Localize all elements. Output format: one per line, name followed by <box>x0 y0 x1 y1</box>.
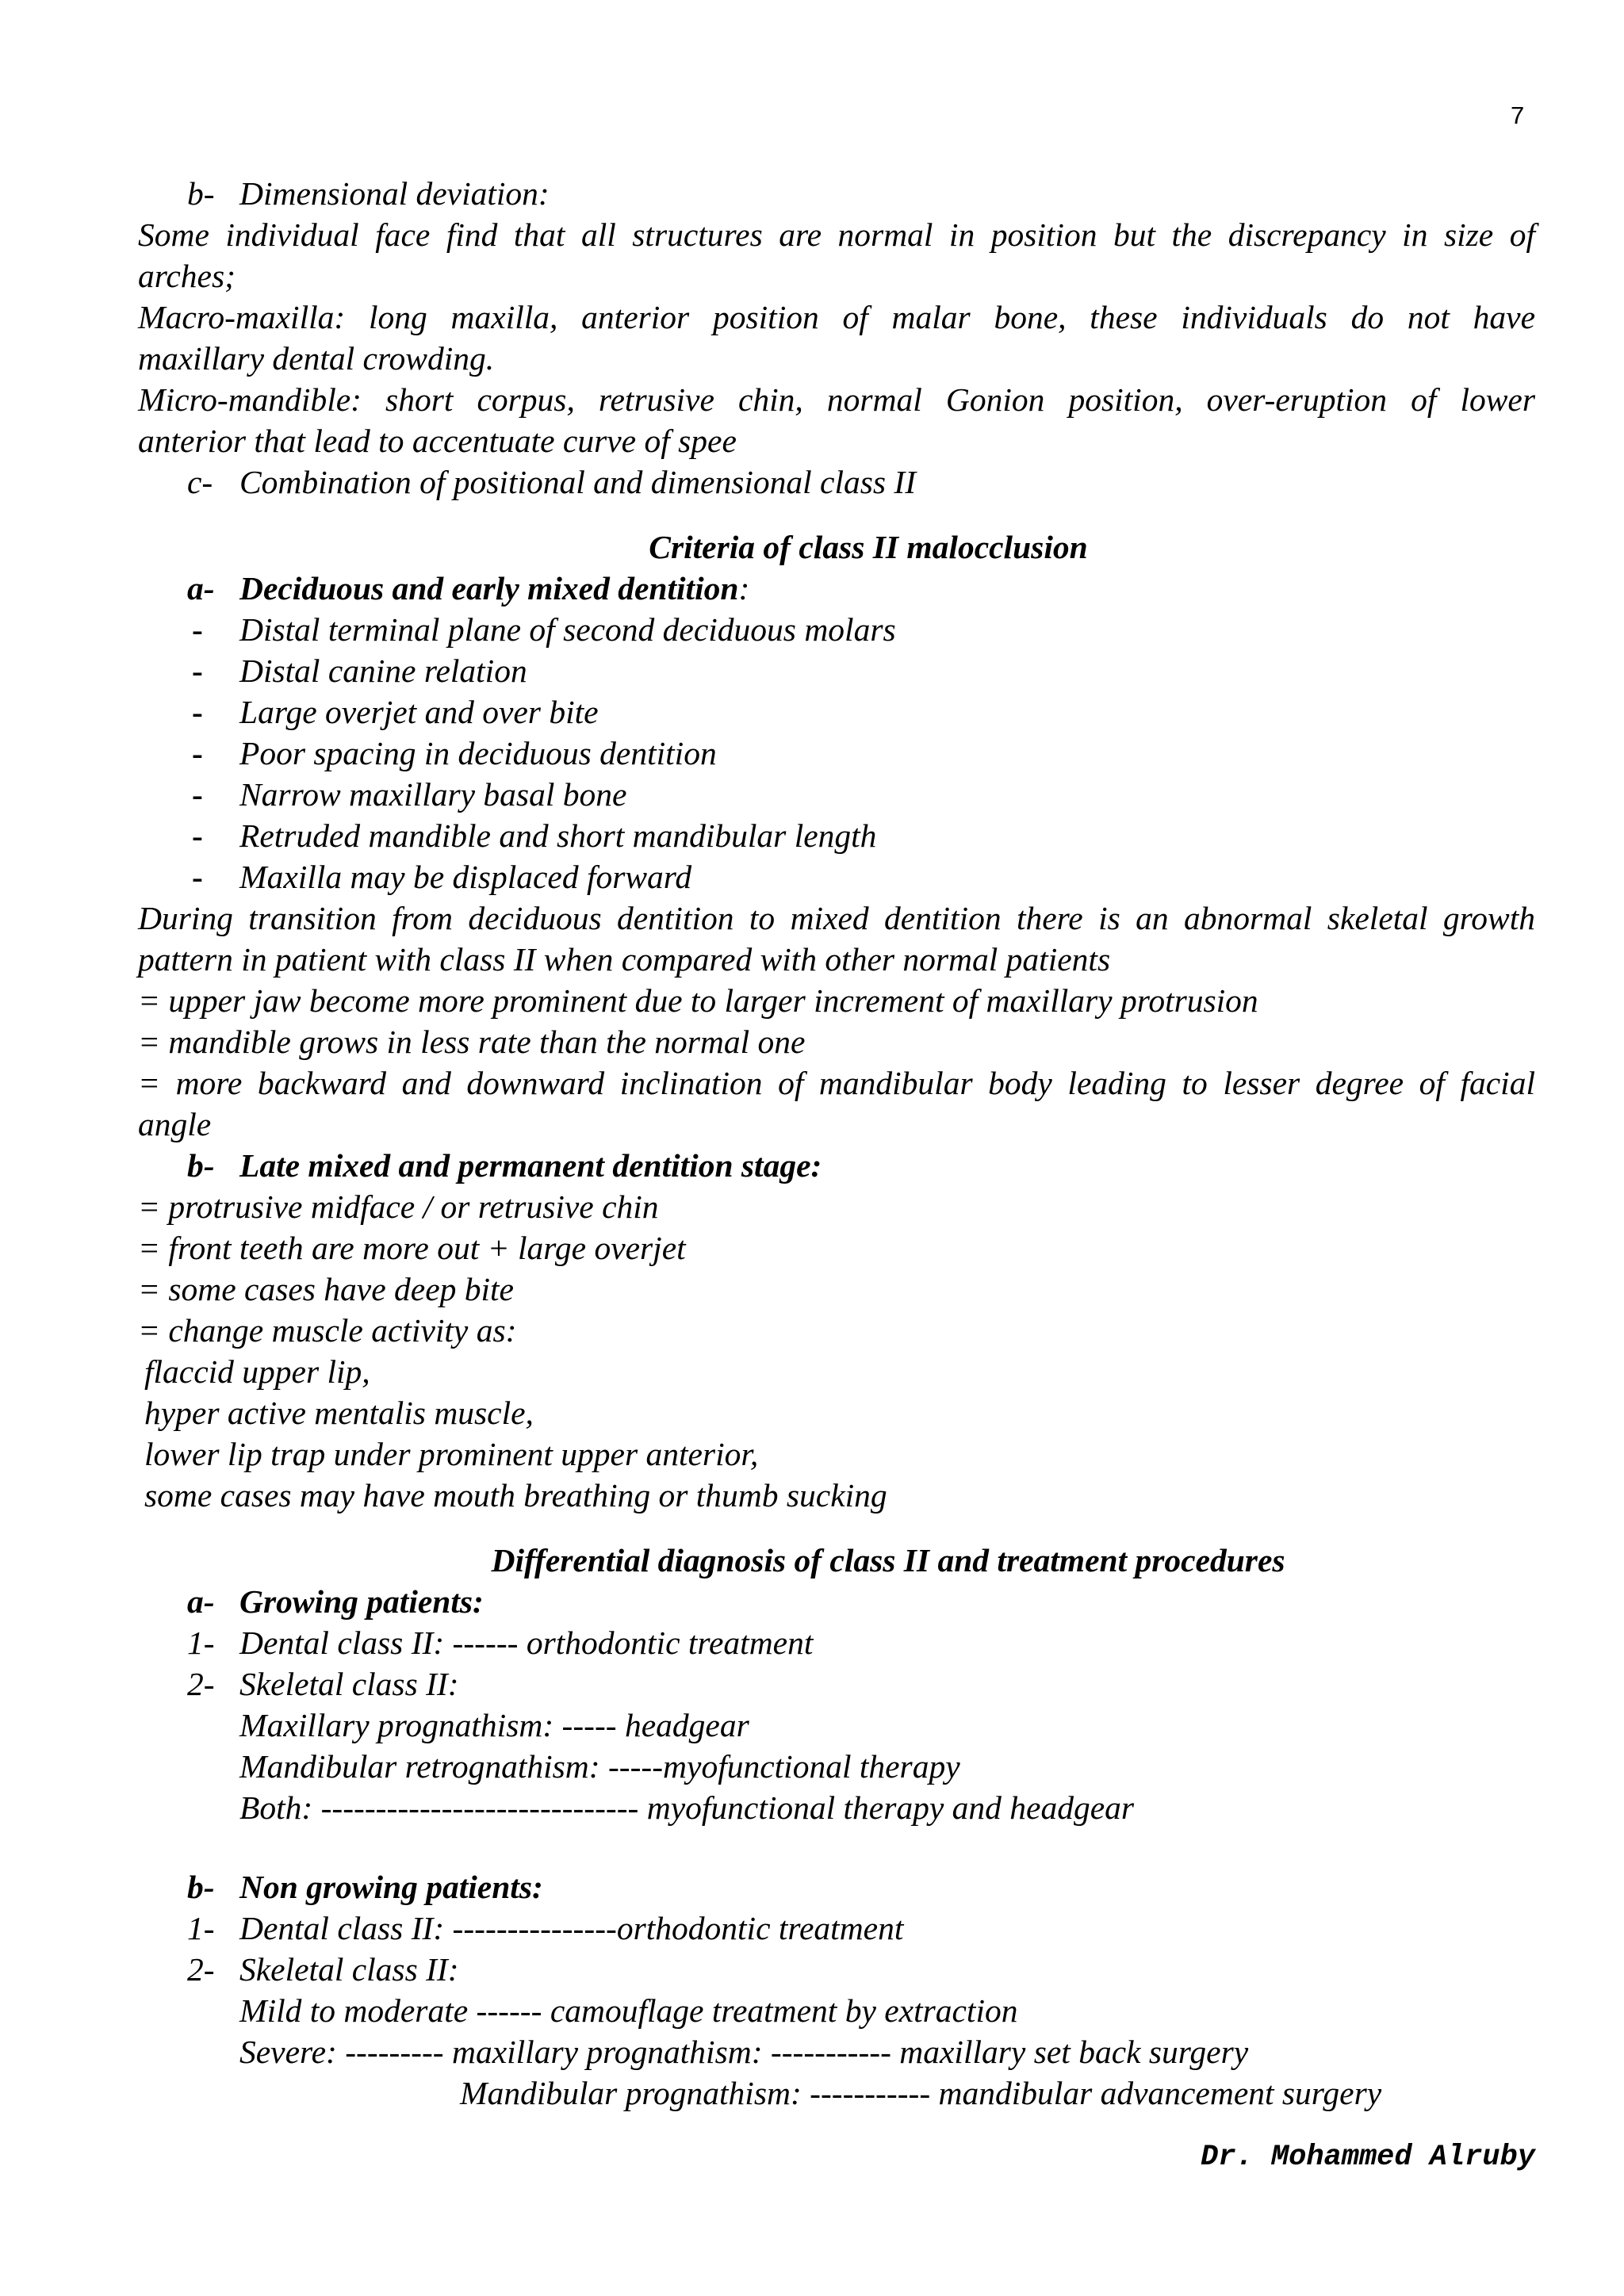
bullet-dash-icon: - <box>192 776 203 813</box>
subsection-dimensional-deviation <box>138 173 1535 214</box>
list-item: 2- Skeletal class II: <box>138 1949 1535 1990</box>
list-item: 1- Dental class II: ------ orthodontic treatment <box>138 1622 1535 1663</box>
bullet-dash-icon: - <box>192 817 203 854</box>
list-item: 2- Skeletal class II: <box>138 1663 1535 1705</box>
section-heading: Criteria of class II malocclusion <box>649 529 1088 565</box>
list-number: 1- <box>187 1624 215 1661</box>
paragraph-line: Mandibular prognathism: ----------- mandibular advancement surgery <box>460 2075 1382 2111</box>
list-marker: a- <box>187 1583 215 1620</box>
list-marker: a- <box>187 570 215 607</box>
subsection-combination <box>138 461 1535 503</box>
paragraph-line: angle <box>138 1106 212 1142</box>
list-number: 2- <box>187 1951 215 1988</box>
paragraph-line: Mild to moderate ------ camouflage treatment by extraction <box>239 1992 1018 2029</box>
list-item: - Distal terminal plane of second deciduous molars <box>138 609 1535 650</box>
subsection-non-growing <box>138 1866 1535 1908</box>
section-heading: Differential diagnosis of class II and treatment procedures <box>491 1542 1285 1578</box>
paragraph-line: pattern in patient with class II when compared with other normal patients <box>138 941 1111 978</box>
bullet-dash-icon: - <box>192 735 203 771</box>
list-item: - Distal canine relation <box>138 650 1535 691</box>
list-marker: c- <box>187 464 213 500</box>
paragraph-line: flaccid upper lip, <box>144 1353 370 1390</box>
subsection-title: Non growing patients: <box>239 1869 543 1905</box>
paragraph-line: Some individual face find that all structures are normal in position but the discrepancy in size of <box>138 216 1535 253</box>
list-item: - Large overjet and over bite <box>138 691 1535 733</box>
paragraph-line: = front teeth are more out + large overjet <box>138 1230 686 1266</box>
document-body <box>138 173 1535 2114</box>
paragraph-line: Micro-mandible: short corpus, retrusive chin, normal Gonion position, over-eruption of lower <box>138 381 1535 418</box>
paragraph-line: some cases may have mouth breathing or thumb sucking <box>144 1477 887 1513</box>
paragraph-line: maxillary dental crowding. <box>138 340 495 377</box>
subsection-growing <box>138 1581 1535 1622</box>
list-marker: b- <box>187 1147 215 1184</box>
list-item: 1- Dental class II: ---------------orthodontic treatment <box>138 1908 1535 1949</box>
list-number: 1- <box>187 1910 215 1946</box>
list-item: - Maxilla may be displaced forward <box>138 856 1535 897</box>
paragraph-line: arches; <box>138 258 236 294</box>
subsection-late-mixed <box>138 1145 1535 1186</box>
paragraph-line: Both: ----------------------------- myofunctional therapy and headgear <box>239 1789 1135 1826</box>
page-number: 7 <box>1511 101 1525 129</box>
paragraph-line: = protrusive midface / or retrusive chin <box>138 1188 659 1225</box>
paragraph-line: Mandibular retrognathism: -----myofunctional therapy <box>239 1748 960 1785</box>
paragraph-line: Macro-maxilla: long maxilla, anterior position of malar bone, these individuals do not have <box>138 299 1535 335</box>
paragraph-line: hyper active mentalis muscle, <box>144 1395 534 1431</box>
paragraph-line: = upper jaw become more prominent due to larger increment of maxillary protrusion <box>138 982 1258 1019</box>
paragraph-line: = mandible grows in less rate than the normal one <box>138 1024 806 1060</box>
subsection-title: Late mixed and permanent dentition stage: <box>239 1147 822 1184</box>
bullet-dash-icon: - <box>192 611 203 648</box>
list-marker: b- <box>187 1869 215 1905</box>
paragraph-line: anterior that lead to accentuate curve of spee <box>138 423 737 459</box>
list-item-text: Combination of positional and dimensional class II <box>239 464 917 500</box>
paragraph-line: Maxillary prognathism: ----- headgear <box>239 1707 749 1743</box>
bullet-dash-icon: - <box>192 694 203 730</box>
bullet-dash-icon: - <box>192 859 203 895</box>
subsection-deciduous: a- Deciduous and early mixed dentition: <box>138 568 1535 609</box>
paragraph-line: Severe: --------- maxillary prognathism: ----------- maxillary set back surgery <box>239 2034 1249 2070</box>
paragraph-line: lower lip trap under prominent upper anterior, <box>144 1436 759 1472</box>
list-item: - Narrow maxillary basal bone <box>138 774 1535 815</box>
list-item: - Retruded mandible and short mandibular length <box>138 815 1535 856</box>
paragraph-line: = change muscle activity as: <box>138 1312 517 1349</box>
list-marker: b- <box>187 175 215 212</box>
list-number: 2- <box>187 1666 215 1702</box>
paragraph-line: During transition from deciduous dentition to mixed dentition there is an abnormal skeletal growth <box>138 900 1535 936</box>
subsection-title: Deciduous and early mixed dentition <box>239 570 739 607</box>
subsection-title: Growing patients: <box>239 1583 484 1620</box>
paragraph-line: = some cases have deep bite <box>138 1271 514 1307</box>
bullet-dash-icon: - <box>192 652 203 689</box>
author-signature: Dr. Mohammed Alruby <box>1201 2141 1535 2174</box>
paragraph-line: = more backward and downward inclination of mandibular body leading to lesser degree of facial <box>138 1065 1535 1101</box>
list-item: - Poor spacing in deciduous dentition <box>138 733 1535 774</box>
subsection-title: Dimensional deviation: <box>239 175 550 212</box>
